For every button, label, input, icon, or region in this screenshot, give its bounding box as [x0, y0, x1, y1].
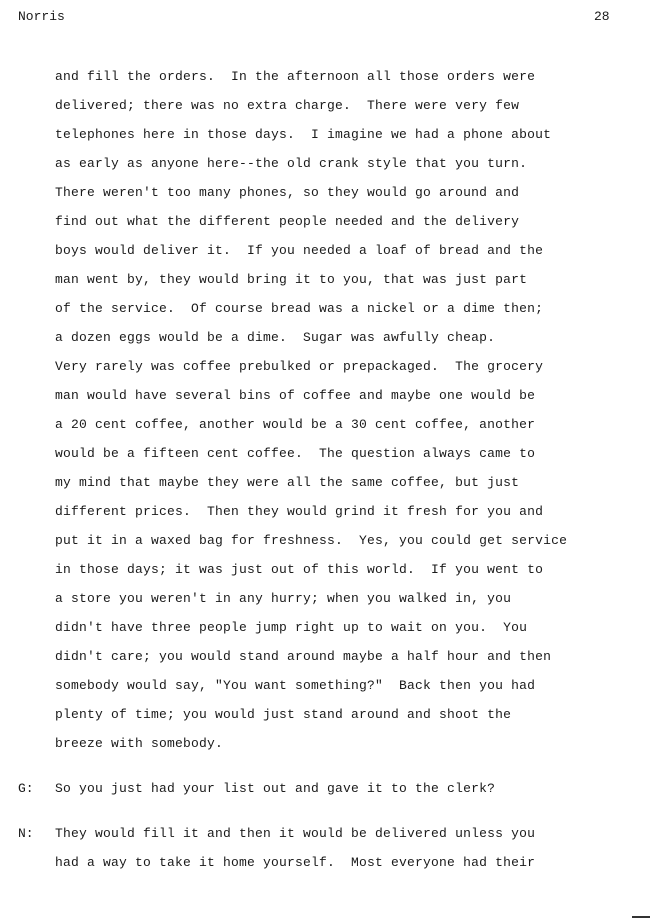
interviewee-name: Norris — [18, 9, 65, 24]
text-line: would be a fifteen cent coffee. The question always came to — [55, 446, 536, 461]
text-line: somebody would say, "You want something?" Back then you had — [55, 678, 536, 693]
text-line: telephones here in those days. I imagine we had a phone about — [55, 127, 552, 142]
text-line: a store you weren't in any hurry; when you walked in, you — [55, 591, 512, 606]
text-line: put it in a waxed bag for freshness. Yes, you could get service — [55, 533, 568, 548]
text-line: man went by, they would bring it to you, that was just part — [55, 272, 528, 287]
page-number: 28 — [594, 9, 610, 24]
text-line: man would have several bins of coffee and maybe one would be — [55, 388, 536, 403]
text-line: different prices. Then they would grind it fresh for you and — [55, 504, 544, 519]
question-line: So you just had your list out and gave it to the clerk? — [55, 781, 496, 796]
text-line: There weren't too many phones, so they would go around and — [55, 185, 520, 200]
text-line: Very rarely was coffee prebulked or prepackaged. The grocery — [55, 359, 544, 374]
answer-line: They would fill it and then it would be delivered unless you — [55, 826, 536, 841]
text-line: and fill the orders. In the afternoon all those orders were — [55, 69, 536, 84]
answer-line: had a way to take it home yourself. Most everyone had their — [55, 855, 536, 870]
text-line: in those days; it was just out of this world. If you went to — [55, 562, 544, 577]
text-line: my mind that maybe they were all the same coffee, but just — [55, 475, 520, 490]
text-line: breeze with somebody. — [55, 736, 224, 751]
text-line: plenty of time; you would just stand around and shoot the — [55, 707, 512, 722]
text-line: as early as anyone here--the old crank style that you turn. — [55, 156, 528, 171]
text-line: didn't care; you would stand around maybe a half hour and then — [55, 649, 552, 664]
text-line: a 20 cent coffee, another would be a 30 cent coffee, another — [55, 417, 536, 432]
speaker-label-n: N: — [18, 826, 34, 841]
text-line: boys would deliver it. If you needed a loaf of bread and the — [55, 243, 544, 258]
text-line: delivered; there was no extra charge. There were very few — [55, 98, 520, 113]
text-line: a dozen eggs would be a dime. Sugar was awfully cheap. — [55, 330, 496, 345]
text-line: find out what the different people needed and the delivery — [55, 214, 520, 229]
text-line: of the service. Of course bread was a nickel or a dime then; — [55, 301, 544, 316]
speaker-label-g: G: — [18, 781, 34, 796]
text-line: didn't have three people jump right up to wait on you. You — [55, 620, 528, 635]
scan-edge-mark — [632, 916, 650, 918]
